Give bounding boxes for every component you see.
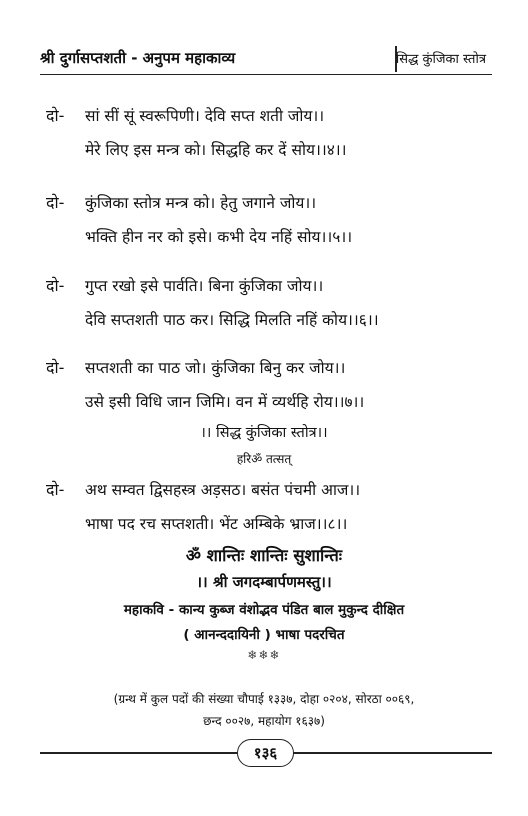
- shanti-line: ॐ शान्तिः शान्तिः सुशान्तिः: [185, 546, 343, 565]
- author-line: महाकवि - कान्य कुब्ज वंशोद्भव पंडित बाल मुकुन्द दीक्षित: [123, 602, 405, 618]
- verse-label: दो-: [46, 276, 65, 295]
- section-title: सिद्ध कुंजिका स्तोत्र: [395, 52, 486, 67]
- verse-label: दो-: [46, 358, 65, 377]
- verse-label: दो-: [46, 106, 65, 125]
- page-number: १३६: [237, 739, 294, 767]
- verse-line: उसे इसी विधि जान जिमि। वन में व्यर्थहि रोय।।७।।: [85, 393, 365, 411]
- dedication-line: ।। श्री जगदम्बार्पणमस्तु।।: [196, 573, 332, 591]
- footer-rule: [40, 752, 237, 754]
- verse-line: सां सीं सूं स्वरूपिणी। देवि सप्त शती जोय।।: [85, 107, 325, 125]
- verse-line: भक्ति हीन नर को इसे। कभी देय नहिं सोय।।५।।: [85, 228, 353, 246]
- verse-line: कुंजिका स्तोत्र मन्त्र को। हेतु जगाने जोय।।: [85, 194, 317, 212]
- ornament: ❄❄❄: [247, 648, 281, 662]
- footnote-line: (ग्रन्थ में कुल पदों की संख्या चौपाई १३३७, दोहा ०२०४, सोरठा ००६९,: [113, 692, 415, 706]
- closing-title: ।। सिद्ध कुंजिका स्तोत्र।।: [200, 425, 328, 441]
- footnote-line: छन्द ००२७, महायोग १६३७): [203, 714, 325, 728]
- verse-label: दो-: [46, 193, 65, 212]
- verse-line: भाषा पद रच सप्तशती। भेंट अम्बिके भ्राज।।८।।: [85, 515, 348, 533]
- book-title: श्री दुर्गासप्तशती - अनुपम महाकाव्य: [40, 49, 236, 67]
- verse-label: दो-: [46, 480, 65, 499]
- footer-rule: [292, 752, 492, 754]
- verse-line: गुप्त रखो इसे पार्वति। बिना कुंजिका जोय।।: [85, 277, 324, 295]
- hariom-line: हरिॐ तत्सत्: [236, 452, 292, 466]
- verse-line: सप्तशती का पाठ जो। कुंजिका बिनु कर जोय।।: [85, 359, 346, 377]
- verse-line: देवि सप्तशती पाठ कर। सिद्धि मिलति नहिं कोय।।६।।: [85, 311, 379, 329]
- verse-line: अथ सम्वत द्विसहस्त्र अड़सठ। बसंत पंचमी आज।।: [85, 481, 361, 499]
- author-subline: ( आनन्ददायिनी ) भाषा पदरचित: [183, 627, 345, 643]
- verse-line: मेरे लिए इस मन्त्र को। सिद्धहि कर दें सोय।।४।।: [85, 141, 347, 159]
- page-header: [40, 44, 492, 75]
